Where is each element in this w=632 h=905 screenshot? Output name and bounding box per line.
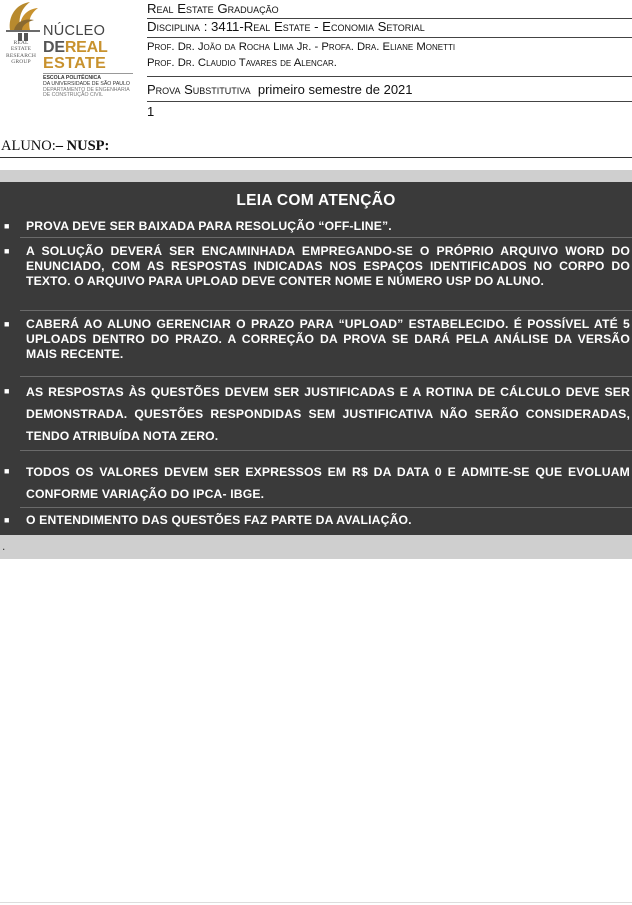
square-bullet-icon: ■ — [4, 386, 10, 396]
square-bullet-icon: ■ — [4, 515, 10, 525]
header-divider — [147, 76, 632, 77]
notice-title: LEIA COM ATENÇÃO — [236, 192, 396, 209]
notice-separator — [20, 507, 632, 508]
professors-line-1: Prof. Dr. João da Rocha Lima Jr. - Profa. Dra. Eliane Monetti — [147, 41, 456, 53]
notice-item-text: AS RESPOSTAS ÀS QUESTÕES DEVEM SER JUSTIFICADAS E A ROTINA DE CÁLCULO DEVE SER DEMONSTRADA. QUESTÕES RESPONDIDAS SEM JUSTIFICATIVA NÃO SERÃO CONSIDERADAS, TENDO ATRIBUÍDA NOTA ZERO. — [26, 385, 630, 443]
exam-period: primeiro semestre de 2021 — [257, 82, 413, 97]
aluno-label: ALUNO: — [1, 138, 56, 154]
logo-nucleo-text: NÚCLEO — [43, 23, 106, 39]
research-group-mark: REAL ESTATE RESEARCH GROUP — [5, 40, 37, 66]
square-bullet-icon: ■ — [4, 466, 10, 476]
exam-label: Prova Substitutiva — [147, 82, 251, 97]
logo-divider — [43, 73, 133, 74]
student-field-underline — [0, 157, 632, 158]
escola-politecnica-caption: ESCOLA POLITÉCNICA DA UNIVERSIDADE DE SÃO PAULO DEPARTAMENTO DE ENGENHARIA DE CONSTRUÇÃO CIVIL — [43, 75, 130, 99]
notice-separator — [20, 450, 632, 451]
notice-item-text: O ENTENDIMENTO DAS QUESTÕES FAZ PARTE DA AVALIAÇÃO. — [26, 513, 412, 527]
header-divider — [147, 37, 632, 38]
nusp-label: – NUSP: — [55, 138, 110, 154]
course-title: Real Estate Graduação — [147, 1, 279, 16]
page-number: 1 — [147, 104, 155, 119]
header-divider — [147, 101, 632, 102]
notice-item-text: PROVA DEVE SER BAIXADA PARA RESOLUÇÃO “OFF-LINE”. — [26, 219, 392, 233]
notice-box — [0, 182, 632, 535]
discipline-title: Disciplina : 3411-Real Estate - Economia Setorial — [147, 19, 425, 34]
real-estate-emblem-icon — [4, 0, 44, 42]
trailing-mark: . — [2, 539, 6, 553]
notice-item-text: TODOS OS VALORES DEVEM SER EXPRESSOS EM R$ DA DATA 0 E ADMITE-SE QUE EVOLUAM CONFORME VARIAÇÃO DO IPCA- IBGE. — [26, 465, 630, 501]
notice-separator — [20, 237, 632, 238]
logo-estate-text: ESTATE — [43, 55, 107, 72]
notice-separator — [20, 376, 632, 377]
exam-title — [147, 82, 413, 97]
notice-item-text: CABERÁ AO ALUNO GERENCIAR O PRAZO PARA “UPLOAD” ESTABELECIDO. É POSSÍVEL ATÉ 5 UPLOADS DENTRO DO PRAZO. A CORREÇÃO DA PROVA SE DARÁ PELA ANÁLISE DA VERSÃO MAIS RECENTE. — [26, 317, 630, 361]
notice-bottom-band — [0, 535, 632, 559]
professors-line-2: Prof. Dr. Claudio Tavares de Alencar. — [147, 57, 337, 69]
notice-top-band — [0, 170, 632, 182]
student-fields — [1, 138, 109, 155]
logo-dereal-text: DEREAL — [43, 39, 108, 56]
square-bullet-icon: ■ — [4, 319, 10, 329]
notice-item-text: A SOLUÇÃO DEVERÁ SER ENCAMINHADA EMPREGANDO-SE O PRÓPRIO ARQUIVO WORD DO ENUNCIADO, COM AS RESPOSTAS INDICADAS NOS ESPAÇOS IDENTIFICADOS NO CORPO DO TEXTO. O ARQUIVO PARA UPLOAD DEVE CONTER NOME E NÚMERO USP DO ALUNO. — [26, 244, 630, 288]
square-bullet-icon: ■ — [4, 221, 10, 231]
page-bottom-rule — [0, 902, 632, 903]
nucleo-real-estate-logo — [2, 0, 136, 108]
notice-separator — [20, 310, 632, 311]
square-bullet-icon: ■ — [4, 246, 10, 256]
document-header — [0, 0, 632, 135]
